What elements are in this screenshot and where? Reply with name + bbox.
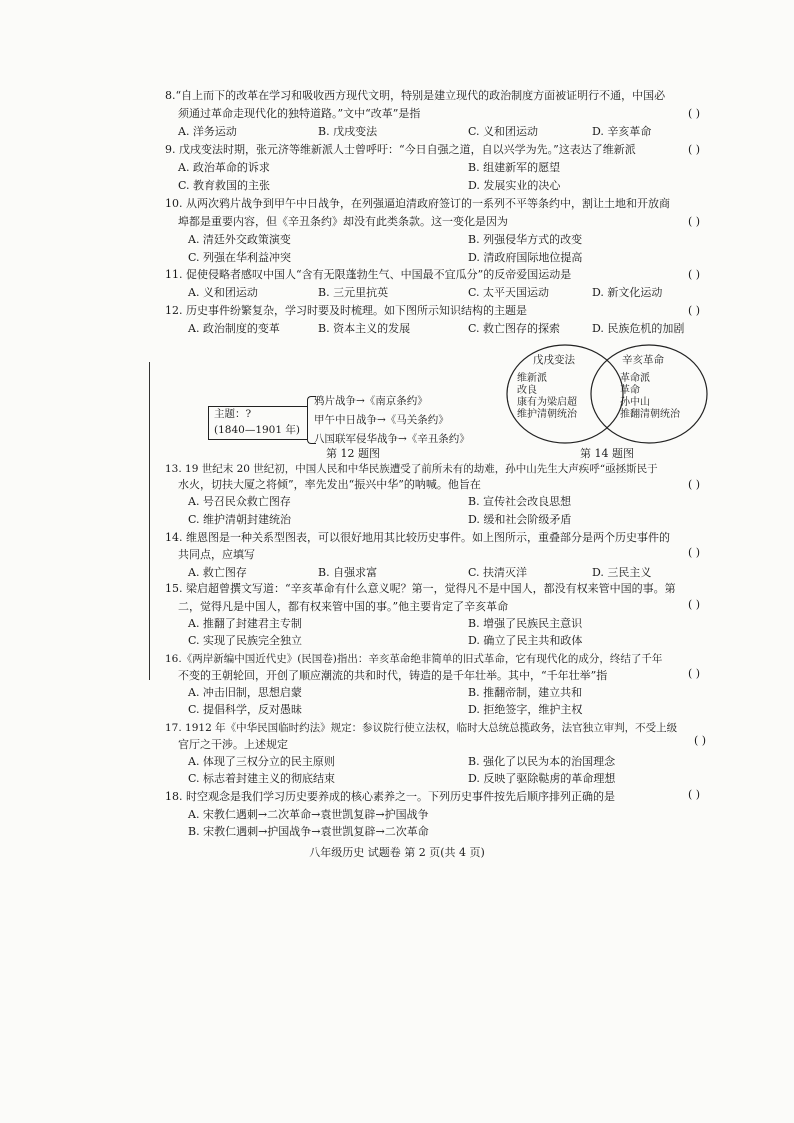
q16-answer-blank[interactable]: ( )	[688, 667, 701, 680]
q17-answer-blank[interactable]: ( )	[694, 734, 707, 747]
q10-option-b[interactable]: B. 列强侵华方式的改变	[468, 233, 583, 246]
q11-option-b[interactable]: B. 三元里抗英	[318, 286, 389, 299]
venn-right-item-3: 孙中山	[620, 397, 650, 408]
venn-left-item-3: 康有为梁启超	[517, 397, 577, 408]
q10-answer-blank[interactable]: ( )	[688, 215, 701, 228]
q17-option-d[interactable]: D. 反映了驱除鞑虏的革命理想	[468, 772, 616, 785]
venn-left-item-4: 维护清朝统治	[517, 409, 577, 420]
q15-option-b[interactable]: B. 增强了民族民主意识	[468, 617, 583, 630]
q13-option-a[interactable]: A. 号召民众救亡图存	[188, 495, 291, 508]
q14-answer-blank[interactable]: ( )	[688, 546, 701, 559]
q14-option-c[interactable]: C. 扶清灭洋	[468, 566, 528, 579]
q8-option-a[interactable]: A. 洋务运动	[178, 125, 237, 138]
q15-stem-line2: 二，觉得凡是中国人，都有权来管中国的事。”他主要肯定了辛亥革命	[178, 600, 509, 613]
q11-answer-blank[interactable]: ( )	[688, 268, 701, 281]
diagram12-period: (1840—1901 年)	[214, 424, 300, 436]
q14-option-a[interactable]: A. 救亡图存	[188, 566, 247, 579]
q16-option-a[interactable]: A. 冲击旧制，思想启蒙	[188, 686, 302, 699]
q16-option-b[interactable]: B. 推翻帝制，建立共和	[468, 686, 583, 699]
q10-option-d[interactable]: D. 清政府国际地位提高	[468, 251, 583, 264]
q10-option-a[interactable]: A. 清廷外交政策演变	[188, 233, 291, 246]
q14-stem-line1: 14. 维恩图是一种关系型图表，可以很好地用其比较历史事件。如上图所示，重叠部分是两个历史事件的	[165, 531, 670, 544]
venn-right-item-4: 推翻清朝统治	[620, 409, 680, 420]
diagram12-branch-2: 甲午中日战争→《马关条约》	[314, 414, 449, 426]
q15-option-c[interactable]: C. 实现了民族完全独立	[188, 634, 303, 647]
page-footer: 八年级历史 试题卷 第 2 页(共 4 页)	[309, 846, 485, 859]
q18-stem-line1: 18. 时空观念是我们学习历史要养成的核心素养之一。下列历史事件按先后顺序排列正确的是	[165, 790, 615, 803]
q9-option-a[interactable]: A. 政治革命的诉求	[178, 161, 270, 174]
binding-margin-line	[149, 362, 150, 680]
q14-option-b[interactable]: B. 自强求富	[318, 566, 378, 579]
q16-stem-line1: 16.《两岸新编中国近代史》(民国卷)指出：辛亥革命绝非简单的旧式革命，它有现代化的成分，终结了千年	[165, 653, 663, 665]
q8-stem-line2: 须通过革命走现代化的独特道路。”文中“改革”是指	[178, 107, 421, 120]
q18-option-a[interactable]: A. 宋教仁遇刺→二次革命→袁世凯复辟→护国战争	[188, 808, 429, 821]
q8-option-b[interactable]: B. 戊戌变法	[318, 125, 378, 138]
q11-stem-line1: 11. 促使侵略者感叹中国人“含有无限蓬勃生气、中国最不宜瓜分”的反帝爱国运动是	[165, 268, 572, 281]
q15-answer-blank[interactable]: ( )	[688, 598, 701, 611]
q8-answer-blank[interactable]: ( )	[688, 107, 701, 120]
q17-option-a[interactable]: A. 体现了三权分立的民主原则	[188, 755, 335, 768]
diagram12-branch-1: 鸦片战争→《南京条约》	[314, 395, 428, 407]
diagram12-topic: 主题：?	[214, 408, 252, 420]
q13-option-d[interactable]: D. 缓和社会阶级矛盾	[468, 513, 572, 526]
q15-stem-line1: 15. 梁启超曾撰文写道：“辛亥革命有什么意义呢？第一，觉得凡不是中国人，都没有权来管中国的事。第	[165, 582, 676, 595]
venn-right-item-2: 革命	[620, 385, 640, 396]
q12-option-b[interactable]: B. 资本主义的发展	[318, 322, 411, 335]
q14-stem-line2: 共同点，应填写	[178, 548, 255, 561]
diagram12-caption: 第 12 题图	[326, 447, 380, 460]
q10-stem-line1: 10. 从两次鸦片战争到甲午中日战争，在列强逼迫清政府签订的一系列不平等条约中，割让土地和开放商	[165, 197, 670, 210]
q13-answer-blank[interactable]: ( )	[688, 478, 701, 491]
venn-right-title: 辛亥革命	[622, 354, 664, 366]
q8-option-c[interactable]: C. 义和团运动	[468, 125, 539, 138]
q16-option-c[interactable]: C. 提倡科学，反对愚昧	[188, 703, 303, 716]
q9-option-b[interactable]: B. 组建新军的愿望	[468, 161, 561, 174]
q15-option-a[interactable]: A. 推翻了封建君主专制	[188, 617, 302, 630]
q13-option-b[interactable]: B. 宣传社会改良思想	[468, 495, 572, 508]
q8-option-d[interactable]: D. 辛亥革命	[592, 125, 652, 138]
venn14-caption: 第 14 题图	[580, 447, 634, 460]
q12-answer-blank[interactable]: ( )	[688, 304, 701, 317]
q13-stem-line2: 水火，切扶大厦之将倾”，率先发出“振兴中华”的呐喊。他旨在	[178, 478, 481, 491]
q13-option-c[interactable]: C. 维护清朝封建统治	[188, 513, 292, 526]
q18-answer-blank[interactable]: ( )	[688, 788, 701, 801]
q12-option-c[interactable]: C. 救亡图存的探索	[468, 322, 561, 335]
q11-option-a[interactable]: A. 义和团运动	[188, 286, 258, 299]
q12-option-a[interactable]: A. 政治制度的变革	[188, 322, 280, 335]
venn-left-item-1: 维新派	[517, 373, 547, 384]
q9-option-d[interactable]: D. 发展实业的决心	[468, 179, 561, 192]
q16-stem-line2: 不变的王朝轮回，开创了顺应潮流的共和时代，铸造的是千年壮举。其中，“千年壮举”指	[178, 669, 608, 682]
q15-option-d[interactable]: D. 确立了民主共和政体	[468, 634, 583, 647]
q11-option-d[interactable]: D. 新文化运动	[592, 286, 663, 299]
q8-stem-line1: 8.“自上而下的改革在学习和吸收西方现代文明，特别是建立现代的政治制度方面被证明行不通，中国必	[165, 89, 666, 102]
venn-right-item-1: 革命派	[620, 373, 650, 384]
q9-answer-blank[interactable]: ( )	[688, 143, 701, 156]
q13-stem-line1: 13. 19 世纪末 20 世纪初，中国人民和中华民族遭受了前所未有的劫难，孙中山先生大声疾呼“亟拯斯民于	[165, 463, 658, 475]
venn-left-title: 戊戌变法	[533, 354, 575, 366]
q17-option-c[interactable]: C. 标志着封建主义的彻底结束	[188, 772, 336, 785]
q12-option-d[interactable]: D. 民族危机的加剧	[592, 322, 685, 335]
q17-stem-line2: 官厅之干涉。上述规定	[178, 738, 288, 751]
q17-stem-line1: 17. 1912 年《中华民国临时约法》规定：参议院行使立法权，临时大总统总揽政务，法官独立审判，不受上级	[165, 722, 678, 734]
q18-option-b[interactable]: B. 宋教仁遇刺→护国战争→袁世凯复辟→二次革命	[188, 825, 429, 838]
q10-stem-line2: 埠都是重要内容，但《辛丑条约》却没有此类条款。这一变化是因为	[178, 215, 508, 228]
q9-option-c[interactable]: C. 教育救国的主张	[178, 179, 271, 192]
q17-option-b[interactable]: B. 强化了以民为本的治国理念	[468, 755, 616, 768]
q10-option-c[interactable]: C. 列强在华利益冲突	[188, 251, 292, 264]
q9-stem-line1: 9. 戊戌变法时期，张元济等维新派人士曾呼吁：“今日自强之道，自以兴学为先。”这表达了维新派	[165, 143, 636, 156]
q11-option-c[interactable]: C. 太平天国运动	[468, 286, 550, 299]
q16-option-d[interactable]: D. 拒绝签字，维护主权	[468, 703, 583, 716]
q12-stem-line1: 12. 历史事件纷繁复杂，学习时要及时梳理。如下图所示知识结构的主题是	[165, 304, 527, 317]
q14-option-d[interactable]: D. 三民主义	[592, 566, 652, 579]
diagram12-branch-3: 八国联军侵华战争→《辛丑条约》	[314, 433, 470, 445]
venn-left-item-2: 改良	[517, 385, 537, 396]
